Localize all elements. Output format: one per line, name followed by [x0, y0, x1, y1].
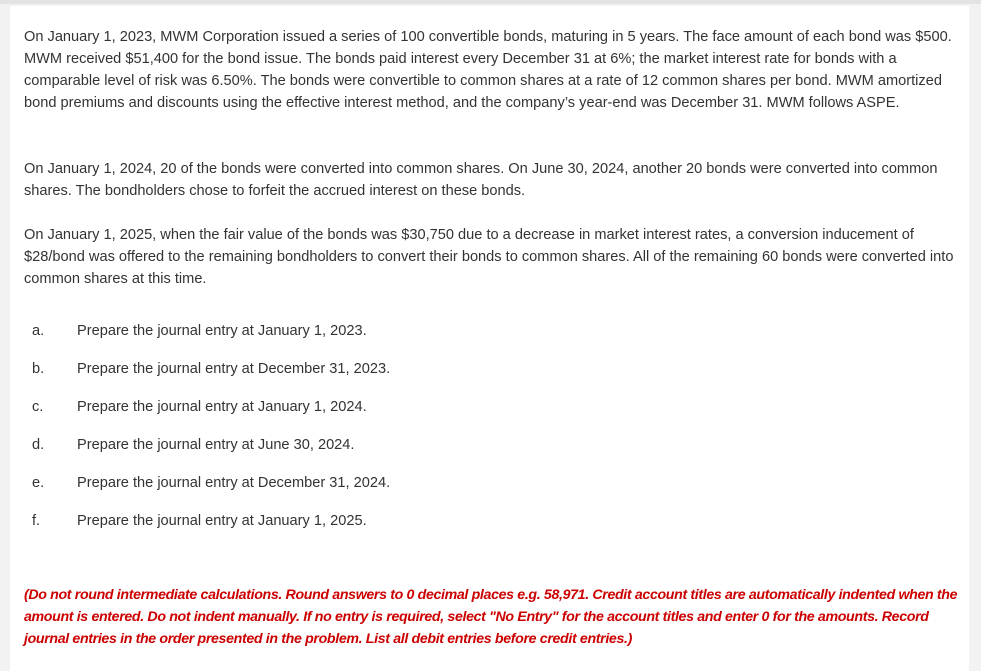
task-letter: c.	[32, 399, 44, 415]
task-item-b	[10, 354, 969, 392]
task-list	[10, 316, 969, 544]
problem-paragraph-1: On January 1, 2023, MWM Corporation issued a series of 100 convertible bonds, maturing in 5 years. The face amount of each bond was $500. MWM received $51,400 for the bond issue. The bonds paid interest every December 31 at 6%; the market interest rate for bonds with a comparable level of risk was 6.50%. The bonds were convertible to common shares at a rate of 12 common shares per bond. MWM amortized bond premiums and discounts using the effective interest method, and the company’s year-end was December 31. MWM follows ASPE.	[24, 29, 952, 111]
task-letter: d.	[32, 437, 45, 453]
problem-paragraph-3: On January 1, 2025, when the fair value of the bonds was $30,750 due to a decrease in market interest rates, a conversion inducement of $28/bond was offered to the remaining bondholders to convert their bonds to common shares. All of the remaining 60 bonds were converted into common shares at this time.	[24, 227, 954, 287]
task-item-e	[10, 468, 969, 506]
task-letter: a.	[32, 323, 45, 339]
task-text: Prepare the journal entry at June 30, 2024.	[77, 437, 355, 453]
task-text: Prepare the journal entry at January 1, 2024.	[77, 399, 367, 415]
problem-paragraph-2: On January 1, 2024, 20 of the bonds were converted into common shares. On June 30, 2024, another 20 bonds were converted into common shares. The bondholders chose to forfeit the accrued interest on these bonds.	[24, 161, 938, 199]
instructions-note: (Do not round intermediate calculations. Round answers to 0 decimal places e.g. 58,971. Credit account titles are automatically indented when the amount is entered. Do not indent manually. If no entry is required, select "No Entry" for the account titles and enter 0 for the amounts. Record journal entries in the order presented in the problem. List all debit entries before credit entries.)	[24, 587, 958, 647]
task-letter: b.	[32, 361, 45, 377]
task-item-a	[10, 316, 969, 354]
top-divider	[0, 0, 981, 4]
task-text: Prepare the journal entry at December 31, 2024.	[77, 475, 391, 491]
task-text: Prepare the journal entry at January 1, 2023.	[77, 323, 367, 339]
question-card	[10, 6, 969, 671]
task-item-f	[10, 506, 969, 544]
task-text: Prepare the journal entry at January 1, 2025.	[77, 513, 367, 529]
task-item-d	[10, 430, 969, 468]
task-letter: e.	[32, 475, 45, 491]
task-item-c	[10, 392, 969, 430]
task-text: Prepare the journal entry at December 31, 2023.	[77, 361, 391, 377]
task-letter: f.	[32, 513, 41, 529]
